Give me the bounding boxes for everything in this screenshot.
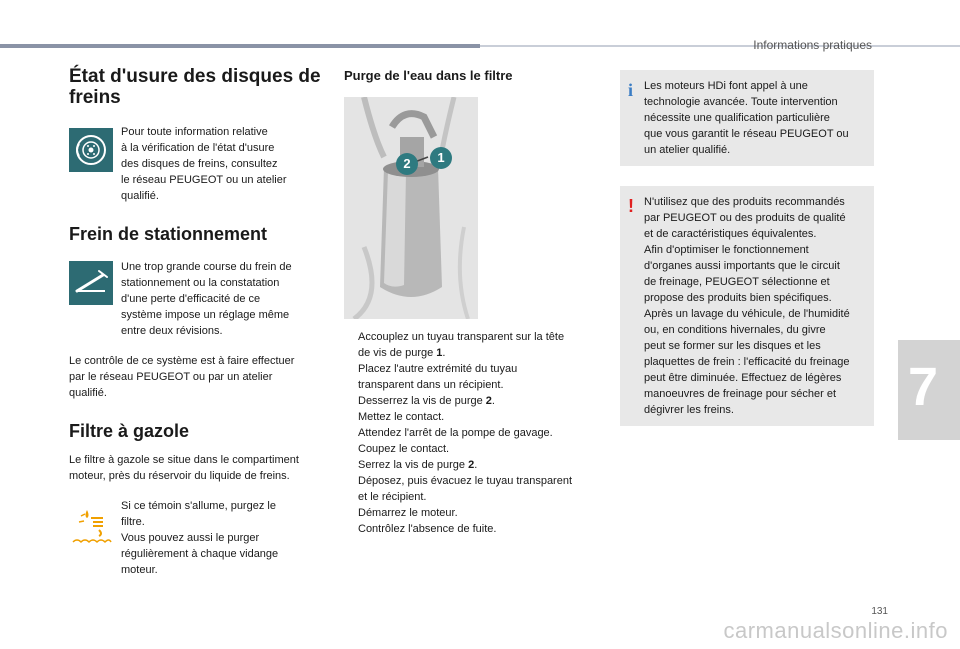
purge-step: Démarrez le moteur. xyxy=(358,507,458,519)
info-icon: i xyxy=(628,80,634,100)
page-number: 131 xyxy=(871,606,888,617)
brake-disc-block xyxy=(69,124,325,204)
section-title: Informations pratiques xyxy=(753,38,872,52)
water-in-fuel-text: Si ce témoin s'allume, purgez le filtre. Vous pouvez aussi le purger régulièrement à chaque vidange moteur. xyxy=(121,500,279,576)
header-rule-light xyxy=(480,45,960,47)
purge-step: Contrôlez l'absence de fuite. xyxy=(358,523,497,535)
purge-step: Serrez la vis de purge 2. xyxy=(358,459,478,471)
fuel-filter-illustration xyxy=(344,97,478,319)
warning-icon: ! xyxy=(628,196,634,216)
purge-steps-list xyxy=(344,329,602,537)
brake-disc-text: Pour toute information relative à la vérification de l'état d'usure des disques de freins, consultez le réseau PEUGEOT ou un atelier qualifié. xyxy=(121,126,287,202)
heading-parking-brake: Frein de stationnement xyxy=(69,224,268,244)
watermark: carmanualsonline.info xyxy=(723,618,948,643)
purge-step: Placez l'autre extrémité du tuyau transparent dans un récipient. xyxy=(358,363,518,391)
purge-step: Attendez l'arrêt de la pompe de gavage. xyxy=(358,427,553,439)
info-note-text: Les moteurs HDi font appel à une technologie avancée. Toute intervention nécessite une qualification particulière que vous garantit le réseau PEUGEOT ou un atelier qualifié. xyxy=(644,80,849,156)
chapter-number: 7 xyxy=(907,357,938,417)
heading-brake-discs: État d'usure des disques de freins xyxy=(69,66,321,108)
callout-1: 1 xyxy=(430,147,452,169)
parking-brake-text: Une trop grande course du frein de stationnement ou la constatation d'une perte d'efficacité de ce système impose un réglage même entre deux révisions. xyxy=(121,261,292,337)
diesel-filter-location-text: Le filtre à gazole se situe dans le compartiment moteur, près du réservoir du liquide de freins. xyxy=(69,454,299,482)
purge-step: Mettez le contact. xyxy=(358,411,445,423)
purge-step: Accouplez un tuyau transparent sur la tête de vis de purge 1. xyxy=(358,331,565,359)
purge-step: Déposez, puis évacuez le tuyau transparent et le récipient. xyxy=(358,475,573,503)
warning-note-text: N'utilisez que des produits recommandés par PEUGEOT ou des produits de qualité et de caractéristiques équivalentes. Afin d'optimiser le fonctionnement d'organes aussi importants que le circuit de freinage, PEUGEOT sélectionne et propose des produits bien spécifiques. Après un lavage du véhicule, de l'humidité ou, en conditions hivernales, du givre peut se former sur les disques et les plaquettes de frein : l'efficacité du freinage peut être diminuée. Effectuez de légères manoeuvres de freinage pour sécher et dégivrer les freins. xyxy=(644,196,850,416)
info-note xyxy=(620,70,874,166)
heading-diesel-filter: Filtre à gazole xyxy=(69,421,190,441)
column-middle xyxy=(344,68,602,537)
purge-step: Coupez le contact. xyxy=(358,443,450,455)
parking-brake-icon xyxy=(69,261,113,305)
brake-disc-icon xyxy=(69,128,113,172)
column-left xyxy=(69,66,325,578)
callout-2: 2 xyxy=(396,153,418,175)
warning-note xyxy=(620,186,874,426)
water-in-fuel-block xyxy=(69,498,325,578)
purge-step: Desserrez la vis de purge 2. xyxy=(358,395,495,407)
header-rule xyxy=(0,44,480,48)
water-in-diesel-warning-icon xyxy=(69,504,113,548)
parking-brake-check-text: Le contrôle de ce système est à faire effectuer par le réseau PEUGEOT ou par un atelier qualifié. xyxy=(69,355,295,399)
column-right xyxy=(620,70,874,426)
heading-water-purge: Purge de l'eau dans le filtre xyxy=(344,68,513,83)
parking-brake-block xyxy=(69,259,325,339)
